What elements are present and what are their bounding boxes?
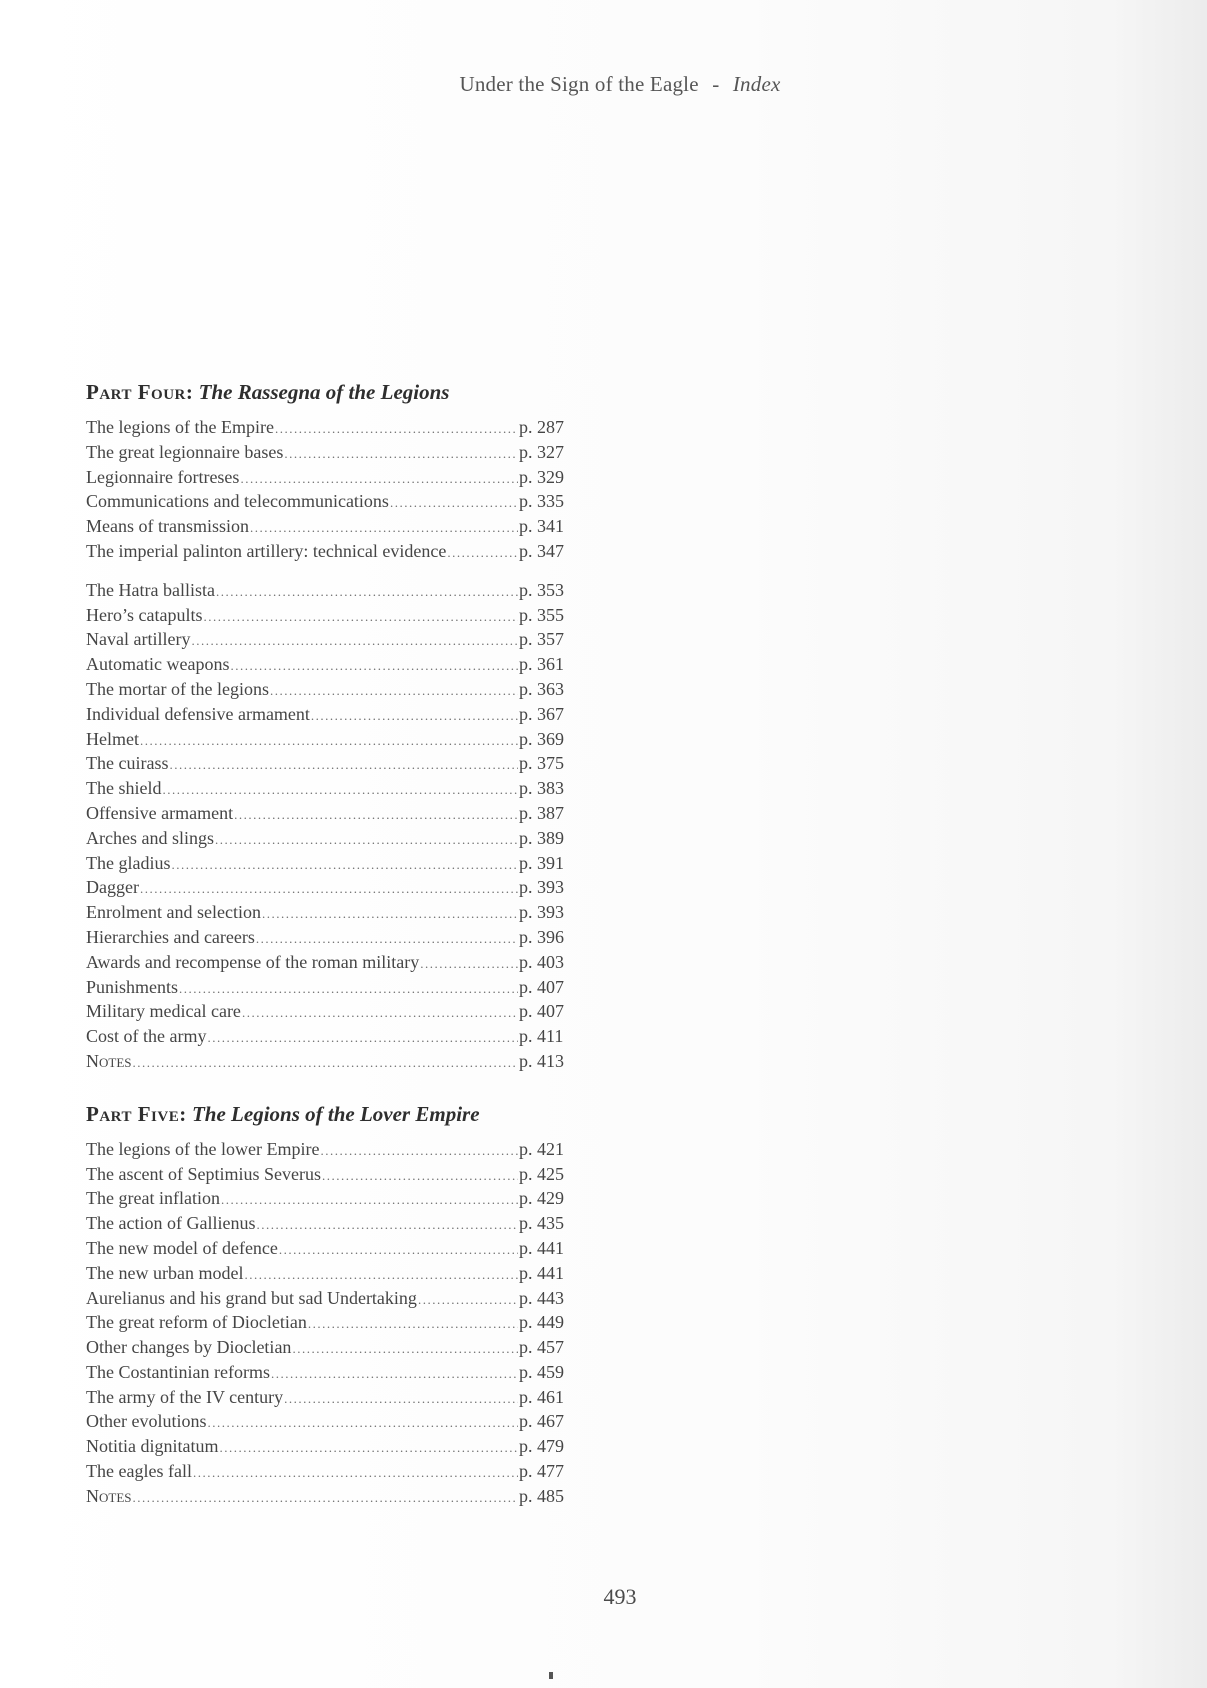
dot-leader [390, 495, 518, 511]
toc-entry-page: p. 389 [519, 827, 564, 848]
toc-entry [86, 1139, 581, 1164]
toc-entry [86, 902, 581, 927]
part-four-group-two [86, 580, 581, 1076]
toc-entry-page: p. 347 [519, 540, 564, 561]
toc-entry [86, 927, 581, 952]
toc-entry-page: p. 369 [519, 728, 564, 749]
toc-entry-title: Awards and recompense of the roman military [86, 951, 420, 972]
toc-entry-title: Communications and telecommunications [86, 491, 389, 512]
toc-entry-title: Automatic weapons [86, 654, 230, 675]
dot-leader [447, 545, 518, 561]
toc-entry-title: The great reform of Diocletian [86, 1312, 307, 1333]
dot-leader [179, 981, 518, 997]
dot-leader [420, 956, 518, 972]
toc-entry [86, 442, 581, 467]
toc-entry [86, 753, 581, 778]
dot-leader [284, 446, 518, 462]
dot-leader [275, 421, 518, 437]
dot-leader [133, 1490, 519, 1506]
toc-entry [86, 704, 581, 729]
toc-entry-title: Military medical care [86, 1001, 241, 1022]
toc-entry [86, 1051, 581, 1076]
toc-entry [86, 629, 581, 654]
toc-entry-page: p. 367 [519, 703, 564, 724]
dot-leader [284, 1391, 518, 1407]
toc-entry-title: Notes [86, 1050, 132, 1071]
toc-entry-page: p. 425 [519, 1163, 564, 1184]
toc-entry-title: The mortar of the legions [86, 678, 269, 699]
toc-entry [86, 1411, 581, 1436]
toc-entry [86, 828, 581, 853]
toc-entry-page: p. 335 [519, 491, 564, 512]
toc-entry-page: p. 353 [519, 579, 564, 600]
part-four-group-one [86, 417, 581, 566]
dot-leader [162, 782, 518, 798]
running-head-section: Index [732, 72, 781, 96]
toc-entry-page: p. 429 [519, 1188, 564, 1209]
dot-leader [230, 658, 518, 674]
dot-leader [215, 832, 518, 848]
toc-entry [86, 729, 581, 754]
toc-entry-page: p. 375 [519, 753, 564, 774]
toc-entry-page: p. 407 [519, 976, 564, 997]
toc-entry [86, 1238, 581, 1263]
toc-entry [86, 1288, 581, 1313]
dot-leader [308, 1316, 518, 1332]
toc-entry-title: Helmet [86, 728, 139, 749]
toc-entry-title: The eagles fall [86, 1461, 192, 1482]
dot-leader [171, 857, 518, 873]
toc-entry-page: p. 449 [519, 1312, 564, 1333]
part-five-label: Part Five: [86, 1101, 187, 1126]
toc-entry-title: Aurelianus and his grand but sad Undertaking [86, 1287, 417, 1308]
toc-entry-title: Notitia dignitatum [86, 1436, 219, 1457]
toc-entry [86, 1026, 581, 1051]
part-five-entries [86, 1139, 581, 1511]
toc-entry-page: p. 361 [519, 654, 564, 675]
toc-entry [86, 1461, 581, 1486]
dot-leader [292, 1341, 518, 1357]
dot-leader [256, 1217, 518, 1233]
toc-entry-title: Offensive armament [86, 802, 234, 823]
toc-entry-page: p. 355 [519, 604, 564, 625]
toc-entry-title: Other evolutions [86, 1411, 207, 1432]
toc-entry-page: p. 459 [519, 1361, 564, 1382]
toc-entry-title: The shield [86, 778, 162, 799]
toc-entry-page: p. 383 [519, 778, 564, 799]
toc-entry-title: Other changes by Diocletian [86, 1337, 292, 1358]
part-four-label: Part Four: [86, 380, 194, 404]
part-five-heading [86, 1102, 581, 1127]
toc-entry-page: p. 461 [519, 1386, 564, 1407]
dot-leader [311, 708, 518, 724]
toc-entry-page: p. 441 [519, 1262, 564, 1283]
toc-entry-title: The great legionnaire bases [86, 441, 284, 462]
toc-entry-page: p. 396 [519, 926, 564, 947]
toc-entry [86, 654, 581, 679]
dot-leader [169, 757, 518, 773]
toc-entry-page: p. 421 [519, 1138, 564, 1159]
toc-entry-title: Dagger [86, 877, 139, 898]
toc-entry [86, 580, 581, 605]
toc-entry [86, 977, 581, 1002]
dot-leader [207, 1030, 518, 1046]
toc-entry-title: The action of Gallienus [86, 1213, 256, 1234]
toc-entry-page: p. 393 [519, 877, 564, 898]
group-spacer [86, 566, 581, 580]
toc-entry-page: p. 327 [519, 441, 564, 462]
toc-entry-page: p. 287 [519, 417, 564, 437]
toc-entry-title: Hero’s catapults [86, 604, 203, 625]
toc-entry [86, 1263, 581, 1288]
toc-entry-page: p. 391 [519, 852, 564, 873]
dot-leader [418, 1292, 518, 1308]
toc-entry-title: The new urban model [86, 1262, 244, 1283]
toc-entry [86, 1213, 581, 1238]
running-head-title: Under the Sign of the Eagle [459, 72, 699, 96]
dot-leader [320, 1143, 518, 1159]
dot-leader [140, 733, 518, 749]
dot-leader [221, 1192, 518, 1208]
table-of-contents [86, 380, 581, 1511]
toc-entry [86, 1436, 581, 1461]
toc-entry [86, 1312, 581, 1337]
toc-entry-title: Legionnaire fortreses [86, 466, 240, 487]
dot-leader [207, 1415, 518, 1431]
dot-leader [234, 807, 518, 823]
toc-entry [86, 491, 581, 516]
toc-entry-title: The army of the IV century [86, 1386, 284, 1407]
scan-mark [549, 1672, 553, 1679]
dot-leader [244, 1267, 518, 1283]
toc-entry-page: p. 357 [519, 629, 564, 650]
dot-leader [191, 633, 518, 649]
dot-leader [220, 1440, 519, 1456]
dot-leader [203, 609, 518, 625]
toc-entry-title: The new model of defence [86, 1237, 278, 1258]
toc-entry [86, 803, 581, 828]
toc-entry [86, 1362, 581, 1387]
toc-entry-page: p. 477 [519, 1461, 564, 1482]
toc-entry-title: The imperial palinton artillery: technical evidence [86, 540, 447, 561]
page-number: 493 [603, 1584, 637, 1609]
toc-entry [86, 467, 581, 492]
toc-entry [86, 853, 581, 878]
toc-entry [86, 679, 581, 704]
dot-leader [133, 1055, 519, 1071]
toc-entry [86, 1337, 581, 1362]
toc-entry [86, 952, 581, 977]
toc-entry-title: The Costantinian reforms [86, 1361, 270, 1382]
toc-entry-title: The legions of the Empire [86, 417, 274, 437]
toc-entry-page: p. 403 [519, 951, 564, 972]
toc-entry-title: The gladius [86, 852, 171, 873]
toc-entry-page: p. 441 [519, 1237, 564, 1258]
toc-entry [86, 541, 581, 566]
toc-entry-title: Enrolment and selection [86, 902, 261, 923]
running-head-separator: - [712, 72, 720, 96]
toc-entry-page: p. 341 [519, 516, 564, 537]
toc-entry-page: p. 387 [519, 802, 564, 823]
dot-leader [256, 931, 518, 947]
dot-leader [242, 1005, 518, 1021]
part-five-title: The Legions of the Lover Empire [191, 1101, 480, 1126]
toc-entry-title: Cost of the army [86, 1026, 207, 1047]
toc-entry-page: p. 393 [519, 902, 564, 923]
dot-leader [140, 881, 518, 897]
toc-entry-title: Punishments [86, 976, 179, 997]
toc-entry [86, 1387, 581, 1412]
toc-entry-title: The Hatra ballista [86, 579, 215, 600]
toc-entry-page: p. 411 [519, 1026, 564, 1047]
dot-leader [270, 683, 518, 699]
toc-entry [86, 516, 581, 541]
toc-entry [86, 1164, 581, 1189]
dot-leader [250, 520, 518, 536]
dot-leader [279, 1242, 518, 1258]
toc-entry-title: Means of transmission [86, 516, 249, 537]
dot-leader [216, 584, 518, 600]
toc-entry [86, 417, 581, 442]
toc-entry [86, 1001, 581, 1026]
dot-leader [240, 471, 518, 487]
toc-entry-page: p. 407 [519, 1001, 564, 1022]
toc-entry-page: p. 485 [519, 1485, 564, 1506]
part-spacer [86, 1076, 581, 1102]
part-four-heading [86, 380, 581, 405]
toc-entry [86, 605, 581, 630]
dot-leader [322, 1168, 518, 1184]
toc-entry-title: The ascent of Septimius Severus [86, 1163, 321, 1184]
toc-entry-title: Notes [86, 1485, 132, 1506]
toc-entry-page: p. 329 [519, 466, 564, 487]
toc-entry-title: Naval artillery [86, 629, 191, 650]
toc-entry-title: Arches and slings [86, 827, 214, 848]
toc-entry-title: The great inflation [86, 1188, 220, 1209]
toc-entry-title: The legions of the lower Empire [86, 1138, 320, 1159]
part-four-title: The Rassegna of the Legions [198, 380, 450, 404]
toc-entry-title: Hierarchies and careers [86, 926, 255, 947]
toc-entry-page: p. 435 [519, 1213, 564, 1234]
toc-entry-page: p. 467 [519, 1411, 564, 1432]
dot-leader [262, 906, 518, 922]
toc-entry-title: Individual defensive armament [86, 703, 310, 724]
toc-entry [86, 1486, 581, 1511]
running-head [0, 72, 1207, 97]
toc-entry-page: p. 413 [519, 1050, 564, 1071]
toc-entry-page: p. 363 [519, 678, 564, 699]
dot-leader [193, 1465, 518, 1481]
toc-entry [86, 778, 581, 803]
dot-leader [271, 1366, 518, 1382]
toc-entry [86, 1188, 581, 1213]
toc-entry-title: The cuirass [86, 753, 169, 774]
toc-entry-page: p. 457 [519, 1337, 564, 1358]
toc-entry-page: p. 479 [519, 1436, 564, 1457]
toc-entry [86, 877, 581, 902]
toc-entry-page: p. 443 [519, 1287, 564, 1308]
